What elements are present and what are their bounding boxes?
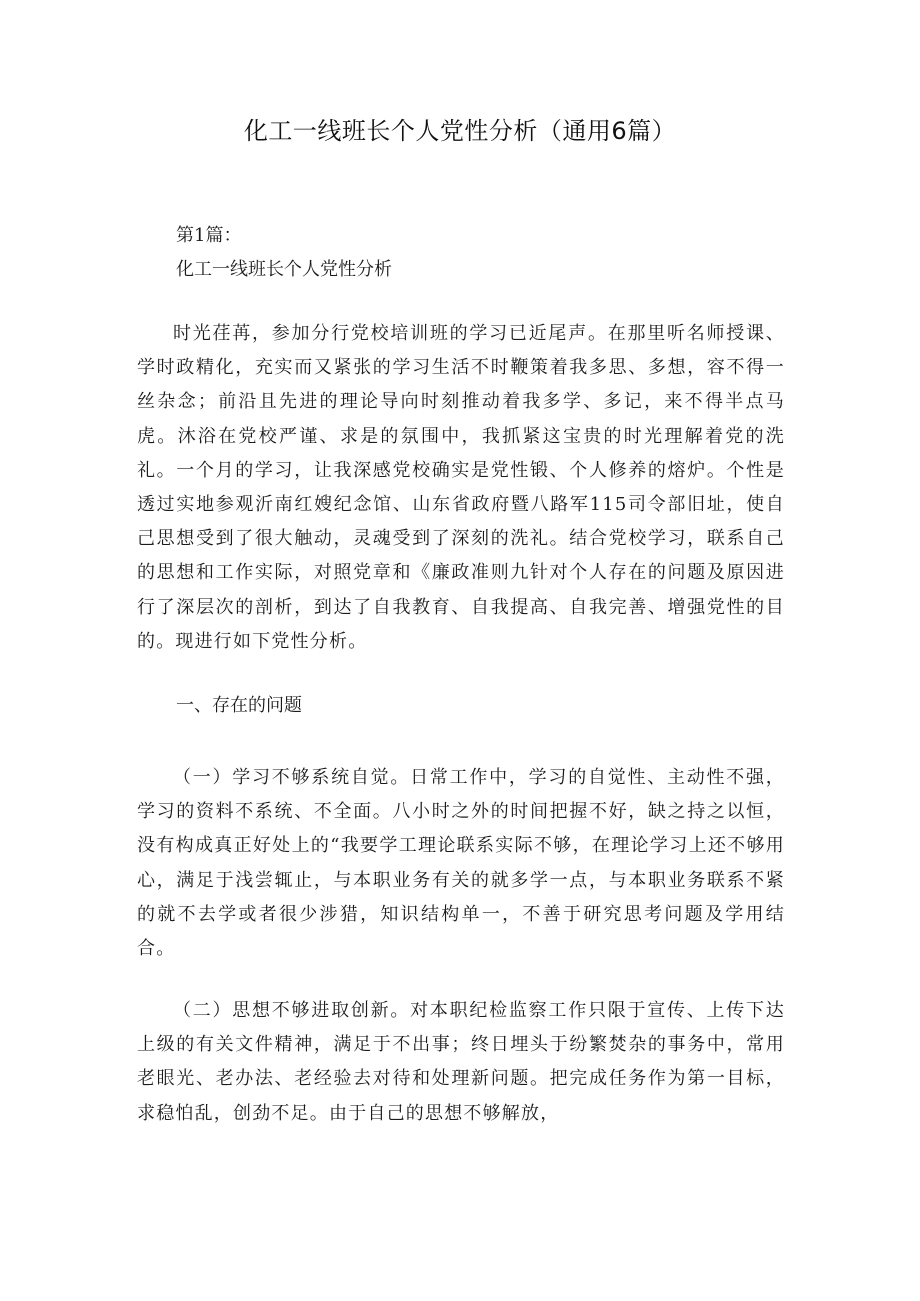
section-subtitle: 化工一线班长个人党性分析 xyxy=(176,259,392,280)
document-title: 化工一线班长个人党性分析（通用6篇） xyxy=(243,117,677,145)
paragraph-problem-2: （二）思想不够进取创新。对本职纪检监察工作只限于宣传、上传下达上级的有关文件精神，满足于不出事；终日埋头于纷繁焚杂的事务中，常用老眼光、老办法、老经验去对待和处理新问题。把完成任务作为第一目标，求稳怕乱，创劲不足。由于自己的思想不够解放， xyxy=(137,1000,785,1124)
section-label: 第1篇： xyxy=(176,225,242,246)
heading-existing-problems: 一、存在的问题 xyxy=(176,695,302,716)
paragraph-intro: 时光荏苒，参加分行党校培训班的学习已近尾声。在那里听名师授课、学时政精化，充实而又紧张的学习生活不时鞭策着我多思、多想，容不得一丝杂念；前沿且先进的理论导向时刻推动着我多学、多记，来不得半点马虎。沐浴在党校严谨、求是的氛围中，我抓紧这宝贵的时光理解着党的洗礼。一个月的学习，让我深感党校确实是党性锻、个人修养的熔炉。个性是透过实地参观沂南红嫂纪念馆、山东省政府暨八路军115司令部旧址，使自己思想受到了很大触动，灵魂受到了深刻的洗礼。结合党校学习，联系自己的思想和工作实际，对照党章和《廉政准则九针对个人存在的问题及原因进行了深层次的剖析，到达了自我教育、自我提高、自我完善、增强党性的目的。现进行如下党性分析。 xyxy=(137,323,785,652)
paragraph-problem-1: （一）学习不够系统自觉。日常工作中，学习的自觉性、主动性不强，学习的资料不系统、不全面。八小时之外的时间把握不好，缺之持之以恒，没有构成真正好处上的“我要学工理论联系实际不够，在理论学习上还不够用心，满足于浅尝辄止，与本职业务有关的就多学一点，与本职业务联系不紧的就不去学或者很少涉猎，知识结构单一，不善于研究思考问题及学用结合。 xyxy=(137,767,785,960)
